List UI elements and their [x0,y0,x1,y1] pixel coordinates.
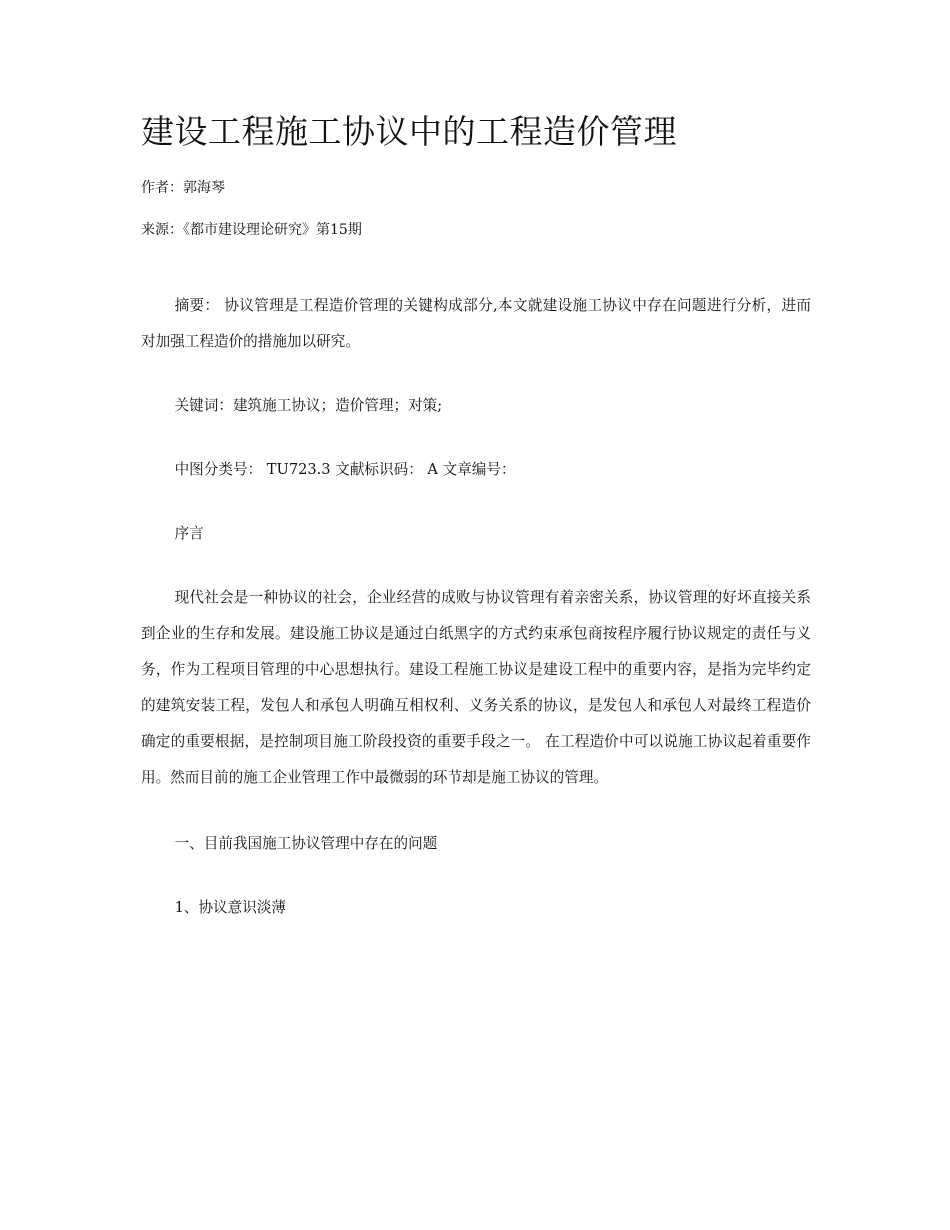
author-line: 作者：郭海琴 [141,180,225,196]
section-heading: 一、目前我国施工协议管理中存在的问题 [174,835,438,852]
document-body [141,106,811,954]
source-line: 来源：《都市建设理论研究》第15期 [141,222,362,238]
preface-heading: 序言 [174,525,204,542]
abstract-paragraph: 摘要： 协议管理是工程造价管理的关键构成部分,本文就建设施工协议中存在问题进行分析，进而对加强工程造价的措施加以研究。 [141,297,811,350]
document-title: 建设工程施工协议中的工程造价管理 [141,112,677,151]
keywords-paragraph: 关键词：建筑施工协议；造价管理；对策; [174,397,443,414]
classification-paragraph: 中图分类号： TU723.3 文献标识码： A 文章编号： [174,461,516,478]
subsection-heading: 1、协议意识淡薄 [174,899,287,916]
preface-body: 现代社会是一种协议的社会，企业经营的成败与协议管理有着亲密关系，协议管理的好坏直接关系到企业的生存和发展。建设施工协议是通过白纸黑字的方式约束承包商按程序履行协议规定的责任与义务，作为工程项目管理的中心思想执行。建设工程施工协议是建设工程中的重要内容，是指为完毕约定的建筑安装工程，发包人和承包人明确互相权利、义务关系的协议，是发包人和承包人对最终工程造价确定的重要根据，是控制项目施工阶段投资的重要手段之一。 在工程造价中可以说施工协议起着重要作用。然而目前的施工企业管理工作中最微弱的环节却是施工协议的管理。 [141,589,811,786]
